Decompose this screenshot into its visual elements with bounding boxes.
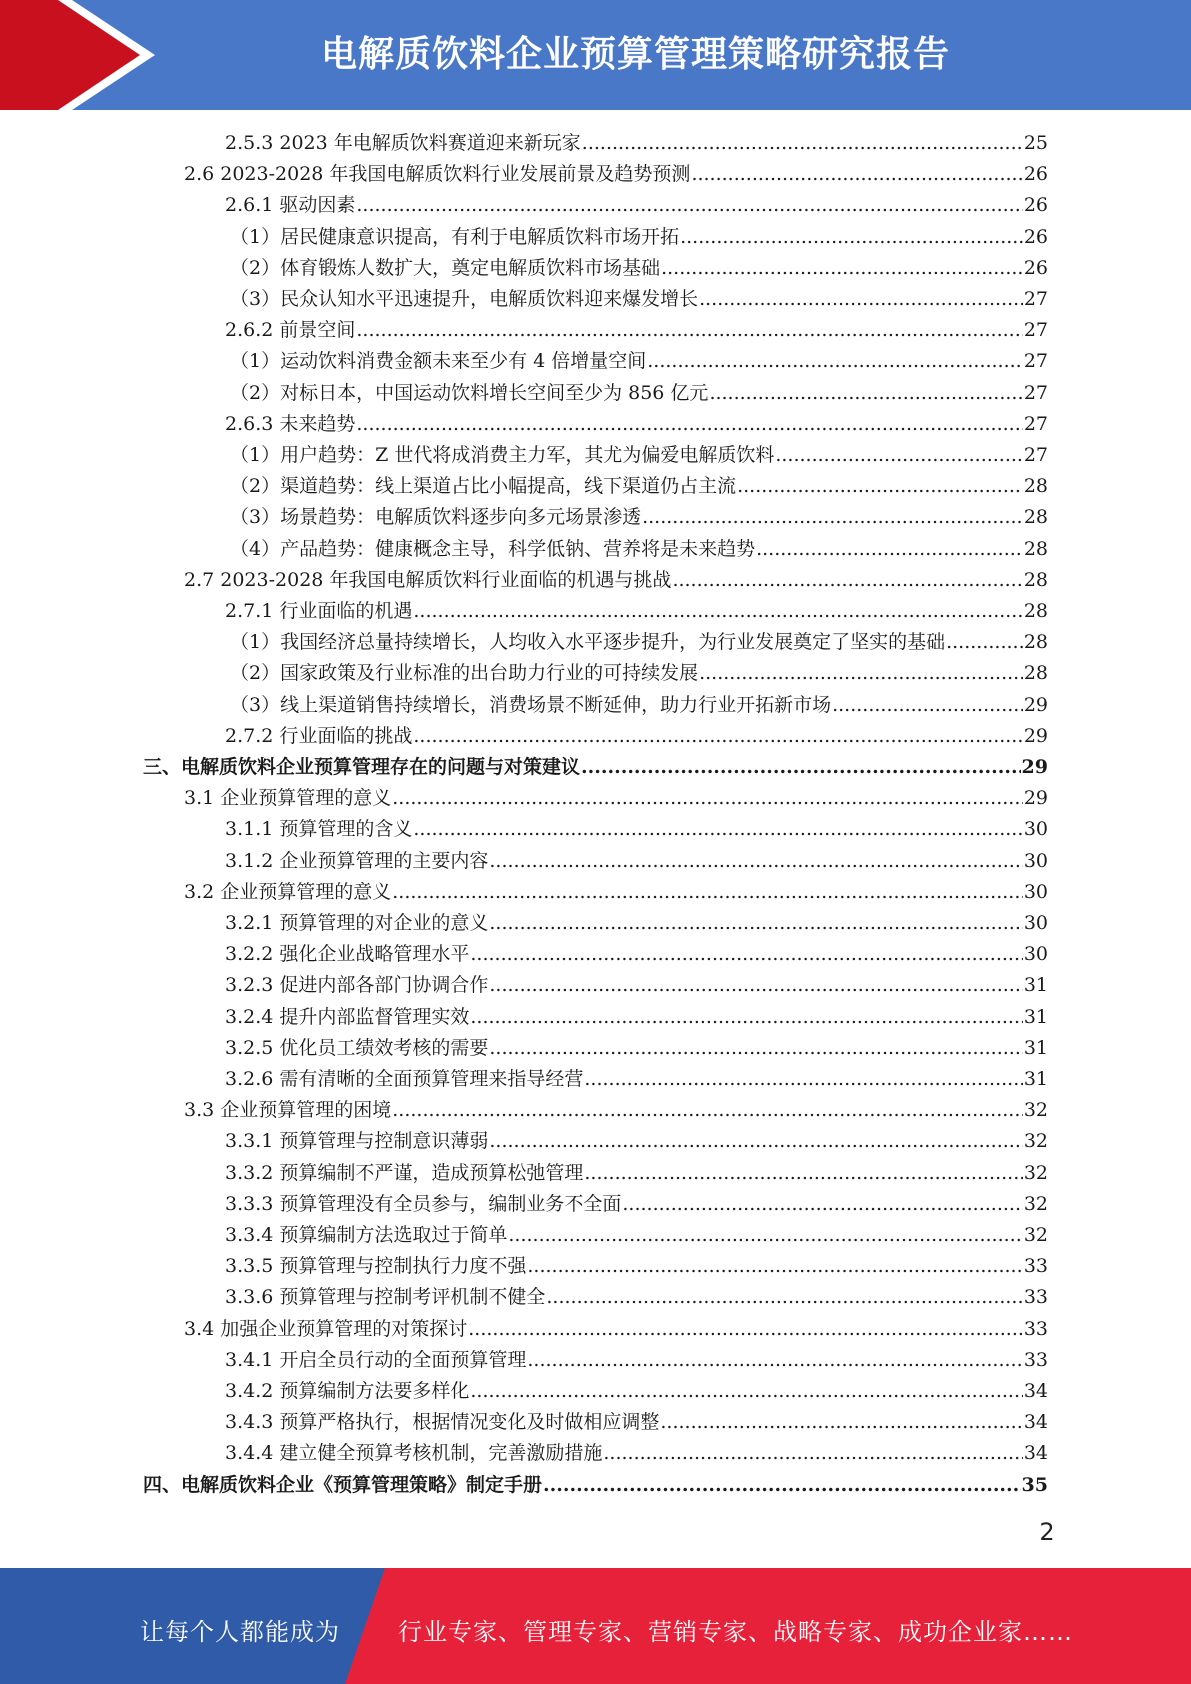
toc-entry[interactable] bbox=[230, 534, 1048, 565]
toc-entry[interactable] bbox=[230, 502, 1048, 533]
toc-entry-title: 2.6.1 驱动因素 bbox=[225, 194, 356, 216]
footer-banner bbox=[0, 1568, 1191, 1684]
toc-entry[interactable] bbox=[225, 846, 1048, 877]
toc-entry-title: 2.7.1 行业面临的机遇 bbox=[225, 600, 413, 622]
toc-entry-title: （3）场景趋势：电解质饮料逐步向多元场景渗透 bbox=[230, 506, 642, 528]
toc-leader-dots bbox=[489, 1033, 1022, 1064]
toc-leader-dots bbox=[356, 409, 1022, 440]
toc-leader-dots bbox=[672, 565, 1022, 596]
toc-entry-title: 3.3.6 预算管理与控制考评机制不健全 bbox=[225, 1286, 546, 1308]
toc-entry-title: 3.3.4 预算编制方法选取过于简单 bbox=[225, 1224, 508, 1246]
toc-entry-title: 3.2.1 预算管理的对企业的意义 bbox=[225, 912, 489, 934]
toc-leader-dots bbox=[392, 1095, 1023, 1126]
toc-entry-page: 30 bbox=[1023, 881, 1048, 903]
page-number: 2 bbox=[1039, 1518, 1055, 1546]
toc-leader-dots bbox=[546, 1282, 1022, 1313]
toc-entry[interactable] bbox=[184, 1095, 1048, 1126]
toc-chapter-entry[interactable] bbox=[143, 752, 1048, 783]
toc-entry[interactable] bbox=[230, 440, 1048, 471]
toc-entry-title: 3.4.3 预算严格执行，根据情况变化及时做相应调整 bbox=[225, 1411, 660, 1433]
toc-entry[interactable] bbox=[225, 1064, 1048, 1095]
toc-entry-title: 3.1.1 预算管理的含义 bbox=[225, 818, 413, 840]
toc-leader-dots bbox=[642, 502, 1023, 533]
toc-entry-page: 26 bbox=[1023, 194, 1048, 216]
toc-entry[interactable] bbox=[230, 222, 1048, 253]
toc-entry-page: 27 bbox=[1023, 319, 1048, 341]
toc-entry[interactable] bbox=[230, 690, 1048, 721]
toc-leader-dots bbox=[413, 721, 1022, 752]
toc-entry[interactable] bbox=[225, 409, 1048, 440]
toc-leader-dots bbox=[756, 534, 1023, 565]
toc-leader-dots bbox=[543, 1470, 1021, 1501]
toc-entry-page: 26 bbox=[1023, 163, 1048, 185]
toc-entry-title: 3.1.2 企业预算管理的主要内容 bbox=[225, 850, 489, 872]
toc-entry-title: 3.2.4 提升内部监督管理实效 bbox=[225, 1006, 470, 1028]
toc-leader-dots bbox=[413, 596, 1022, 627]
toc-leader-dots bbox=[661, 253, 1023, 284]
toc-entry-title: 3.4.1 开启全员行动的全面预算管理 bbox=[225, 1349, 527, 1371]
toc-entry[interactable] bbox=[225, 1438, 1048, 1469]
toc-entry-page: 33 bbox=[1023, 1349, 1048, 1371]
toc-entry-title: 2.6.2 前景空间 bbox=[225, 319, 356, 341]
toc-entry[interactable] bbox=[184, 565, 1048, 596]
toc-entry-page: 30 bbox=[1023, 818, 1048, 840]
toc-entry-page: 26 bbox=[1023, 226, 1048, 248]
toc-entry-title: （2）体育锻炼人数扩大，奠定电解质饮料市场基础 bbox=[230, 257, 661, 279]
toc-entry-title: 2.6 2023-2028 年我国电解质饮料行业发展前景及趋势预测 bbox=[184, 163, 691, 185]
toc-entry-page: 30 bbox=[1023, 912, 1048, 934]
toc-leader-dots bbox=[508, 1220, 1022, 1251]
toc-leader-dots bbox=[603, 1438, 1022, 1469]
toc-entry-title: 3.4.4 建立健全预算考核机制，完善激励措施 bbox=[225, 1442, 603, 1464]
toc-entry-page: 29 bbox=[1021, 756, 1048, 778]
footer-slogan-right: 行业专家、管理专家、营销专家、战略专家、成功企业家…… bbox=[398, 1618, 1073, 1646]
toc-entry-title: 3.3.1 预算管理与控制意识薄弱 bbox=[225, 1130, 489, 1152]
toc-entry-title: （2）渠道趋势：线上渠道占比小幅提高，线下渠道仍占主流 bbox=[230, 475, 737, 497]
toc-entry[interactable] bbox=[184, 877, 1048, 908]
toc-entry[interactable] bbox=[225, 1251, 1048, 1282]
toc-leader-dots bbox=[691, 159, 1022, 190]
toc-entry-page: 27 bbox=[1023, 382, 1048, 404]
toc-entry-page: 34 bbox=[1023, 1380, 1048, 1402]
toc-leader-dots bbox=[470, 1002, 1022, 1033]
toc-entry-title: 3.3.2 预算编制不严谨，造成预算松弛管理 bbox=[225, 1162, 584, 1184]
toc-entry-page: 27 bbox=[1023, 288, 1048, 310]
toc-entry-page: 32 bbox=[1023, 1130, 1048, 1152]
toc-entry[interactable] bbox=[225, 1002, 1048, 1033]
toc-entry-page: 31 bbox=[1023, 1068, 1048, 1090]
toc-entry[interactable] bbox=[225, 1126, 1048, 1157]
toc-leader-dots bbox=[489, 908, 1022, 939]
toc-leader-dots bbox=[622, 1189, 1022, 1220]
toc-entry-page: 34 bbox=[1023, 1411, 1048, 1433]
toc-leader-dots bbox=[584, 1064, 1022, 1095]
document-title: 电解质饮料企业预算管理策略研究报告 bbox=[320, 34, 950, 75]
toc-entry-title: 3.1 企业预算管理的意义 bbox=[184, 787, 392, 809]
toc-entry[interactable] bbox=[225, 1345, 1048, 1376]
toc-entry-title: （3）民众认知水平迅速提升，电解质饮料迎来爆发增长 bbox=[230, 288, 699, 310]
toc-entry[interactable] bbox=[225, 721, 1048, 752]
toc-entry-page: 29 bbox=[1023, 787, 1048, 809]
toc-leader-dots bbox=[647, 346, 1023, 377]
toc-entry-page: 32 bbox=[1023, 1224, 1048, 1246]
toc-leader-dots bbox=[582, 128, 1023, 159]
toc-entry-title: （3）线上渠道销售持续增长，消费场景不断延伸，助力行业开拓新市场 bbox=[230, 694, 832, 716]
toc-entry[interactable] bbox=[230, 471, 1048, 502]
toc-entry-title: 3.2.6 需有清晰的全面预算管理来指导经营 bbox=[225, 1068, 584, 1090]
toc-entry-title: 2.6.3 未来趋势 bbox=[225, 413, 356, 435]
toc-entry-page: 28 bbox=[1023, 600, 1048, 622]
toc-entry-page: 30 bbox=[1023, 850, 1048, 872]
toc-entry-title: 2.7 2023-2028 年我国电解质饮料行业面临的机遇与挑战 bbox=[184, 569, 672, 591]
toc-entry[interactable] bbox=[184, 159, 1048, 190]
toc-entry-page: 27 bbox=[1023, 444, 1048, 466]
toc-leader-dots bbox=[392, 877, 1023, 908]
toc-entry-page: 27 bbox=[1023, 350, 1048, 372]
toc-entry[interactable] bbox=[230, 378, 1048, 409]
toc-entry[interactable] bbox=[184, 783, 1048, 814]
toc-entry-title: 四、电解质饮料企业《预算管理策略》制定手册 bbox=[143, 1474, 543, 1496]
toc-leader-dots bbox=[775, 440, 1022, 471]
toc-entry-page: 32 bbox=[1023, 1193, 1048, 1215]
toc-entry-title: 3.3.3 预算管理没有全员参与，编制业务不全面 bbox=[225, 1193, 622, 1215]
toc-entry[interactable] bbox=[225, 970, 1048, 1001]
toc-entry-title: 2.7.2 行业面临的挑战 bbox=[225, 725, 413, 747]
toc-entry-page: 28 bbox=[1023, 475, 1048, 497]
toc-entry-page: 27 bbox=[1023, 413, 1048, 435]
toc-chapter-entry[interactable] bbox=[143, 1470, 1048, 1501]
toc-leader-dots bbox=[489, 846, 1022, 877]
toc-leader-dots bbox=[709, 378, 1022, 409]
toc-entry-page: 33 bbox=[1023, 1286, 1048, 1308]
toc-entry-page: 28 bbox=[1023, 662, 1048, 684]
toc-leader-dots bbox=[527, 1345, 1022, 1376]
header-banner bbox=[0, 0, 1191, 110]
toc-entry-title: （1）我国经济总量持续增长，人均收入水平逐步提升，为行业发展奠定了坚实的基础 bbox=[230, 631, 946, 653]
toc-entry-page: 31 bbox=[1023, 974, 1048, 996]
toc-leader-dots bbox=[699, 658, 1023, 689]
toc-entry[interactable] bbox=[225, 1033, 1048, 1064]
toc-entry-title: 3.3 企业预算管理的困境 bbox=[184, 1099, 392, 1121]
toc-entry-page: 26 bbox=[1023, 257, 1048, 279]
toc-entry[interactable] bbox=[225, 315, 1048, 346]
toc-entry[interactable] bbox=[225, 596, 1048, 627]
toc-entry-page: 35 bbox=[1021, 1474, 1048, 1496]
toc-entry-page: 34 bbox=[1023, 1442, 1048, 1464]
toc-entry[interactable] bbox=[225, 128, 1048, 159]
toc-leader-dots bbox=[946, 627, 1023, 658]
toc-entry-title: 3.2.3 促进内部各部门协调合作 bbox=[225, 974, 489, 996]
toc-leader-dots bbox=[356, 190, 1022, 221]
toc-entry-title: （1）用户趋势：Z 世代将成消费主力军，其尤为偏爱电解质饮料 bbox=[230, 444, 775, 466]
toc-entry[interactable] bbox=[184, 1314, 1048, 1345]
toc-leader-dots bbox=[527, 1251, 1022, 1282]
toc-entry-page: 32 bbox=[1023, 1162, 1048, 1184]
toc-leader-dots bbox=[581, 752, 1021, 783]
toc-entry-title: 2.5.3 2023 年电解质饮料赛道迎来新玩家 bbox=[225, 132, 581, 154]
toc-entry-title: 3.3.5 预算管理与控制执行力度不强 bbox=[225, 1255, 527, 1277]
toc-entry[interactable] bbox=[225, 1282, 1048, 1313]
toc-entry-title: 3.2 企业预算管理的意义 bbox=[184, 881, 392, 903]
toc-entry[interactable] bbox=[225, 1376, 1048, 1407]
toc-entry-page: 28 bbox=[1023, 538, 1048, 560]
toc-entry-title: （2）对标日本，中国运动饮料增长空间至少为 856 亿元 bbox=[230, 382, 709, 404]
toc-leader-dots bbox=[413, 814, 1022, 845]
toc-entry-page: 32 bbox=[1023, 1099, 1048, 1121]
toc-entry-title: 3.4.2 预算编制方法要多样化 bbox=[225, 1380, 470, 1402]
toc-entry-page: 29 bbox=[1023, 694, 1048, 716]
toc-leader-dots bbox=[699, 284, 1023, 315]
toc-leader-dots bbox=[392, 783, 1023, 814]
toc-entry-title: （4）产品趋势：健康概念主导，科学低钠、营养将是未来趋势 bbox=[230, 538, 756, 560]
toc-entry-title: （1）居民健康意识提高，有利于电解质饮料市场开拓 bbox=[230, 226, 680, 248]
toc-entry[interactable] bbox=[225, 939, 1048, 970]
toc-leader-dots bbox=[832, 690, 1023, 721]
toc-leader-dots bbox=[660, 1407, 1022, 1438]
toc-leader-dots bbox=[737, 471, 1023, 502]
toc-entry[interactable] bbox=[230, 658, 1048, 689]
toc-leader-dots bbox=[470, 1376, 1022, 1407]
toc-entry[interactable] bbox=[225, 1407, 1048, 1438]
toc-leader-dots bbox=[489, 1126, 1022, 1157]
toc-leader-dots bbox=[680, 222, 1023, 253]
toc-leader-dots bbox=[468, 1314, 1023, 1345]
toc-leader-dots bbox=[584, 1158, 1022, 1189]
toc-entry[interactable] bbox=[230, 346, 1048, 377]
toc-entry-page: 28 bbox=[1023, 569, 1048, 591]
toc-entry-title: （2）国家政策及行业标准的出台助力行业的可持续发展 bbox=[230, 662, 699, 684]
toc-entry[interactable] bbox=[225, 1158, 1048, 1189]
footer-slogan-left: 让每个人都能成为 bbox=[140, 1618, 340, 1646]
toc-leader-dots bbox=[356, 315, 1022, 346]
toc-entry-title: （1）运动饮料消费金额未来至少有 4 倍增量空间 bbox=[230, 350, 647, 372]
toc-entry-page: 31 bbox=[1023, 1006, 1048, 1028]
toc-entry[interactable] bbox=[225, 1220, 1048, 1251]
toc-leader-dots bbox=[470, 939, 1022, 970]
toc-entry-title: 三、电解质饮料企业预算管理存在的问题与对策建议 bbox=[143, 756, 581, 778]
toc-entry-page: 33 bbox=[1023, 1255, 1048, 1277]
toc-entry-title: 3.4 加强企业预算管理的对策探讨 bbox=[184, 1318, 468, 1340]
toc-entry[interactable] bbox=[225, 1189, 1048, 1220]
toc-entry[interactable] bbox=[230, 253, 1048, 284]
toc-leader-dots bbox=[489, 970, 1022, 1001]
toc-entry[interactable] bbox=[230, 284, 1048, 315]
toc-entry[interactable] bbox=[225, 908, 1048, 939]
toc-entry-page: 29 bbox=[1023, 725, 1048, 747]
toc-entry-page: 28 bbox=[1023, 506, 1048, 528]
toc-entry-title: 3.2.5 优化员工绩效考核的需要 bbox=[225, 1037, 489, 1059]
toc-entry-page: 31 bbox=[1023, 1037, 1048, 1059]
toc-entry[interactable] bbox=[225, 190, 1048, 221]
toc-entry[interactable] bbox=[225, 814, 1048, 845]
toc-entry-page: 28 bbox=[1023, 631, 1048, 653]
toc-entry[interactable] bbox=[230, 627, 1048, 658]
toc-entry-page: 25 bbox=[1023, 132, 1048, 154]
toc-entry-page: 30 bbox=[1023, 943, 1048, 965]
toc-entry-title: 3.2.2 强化企业战略管理水平 bbox=[225, 943, 470, 965]
toc-entry-page: 33 bbox=[1023, 1318, 1048, 1340]
